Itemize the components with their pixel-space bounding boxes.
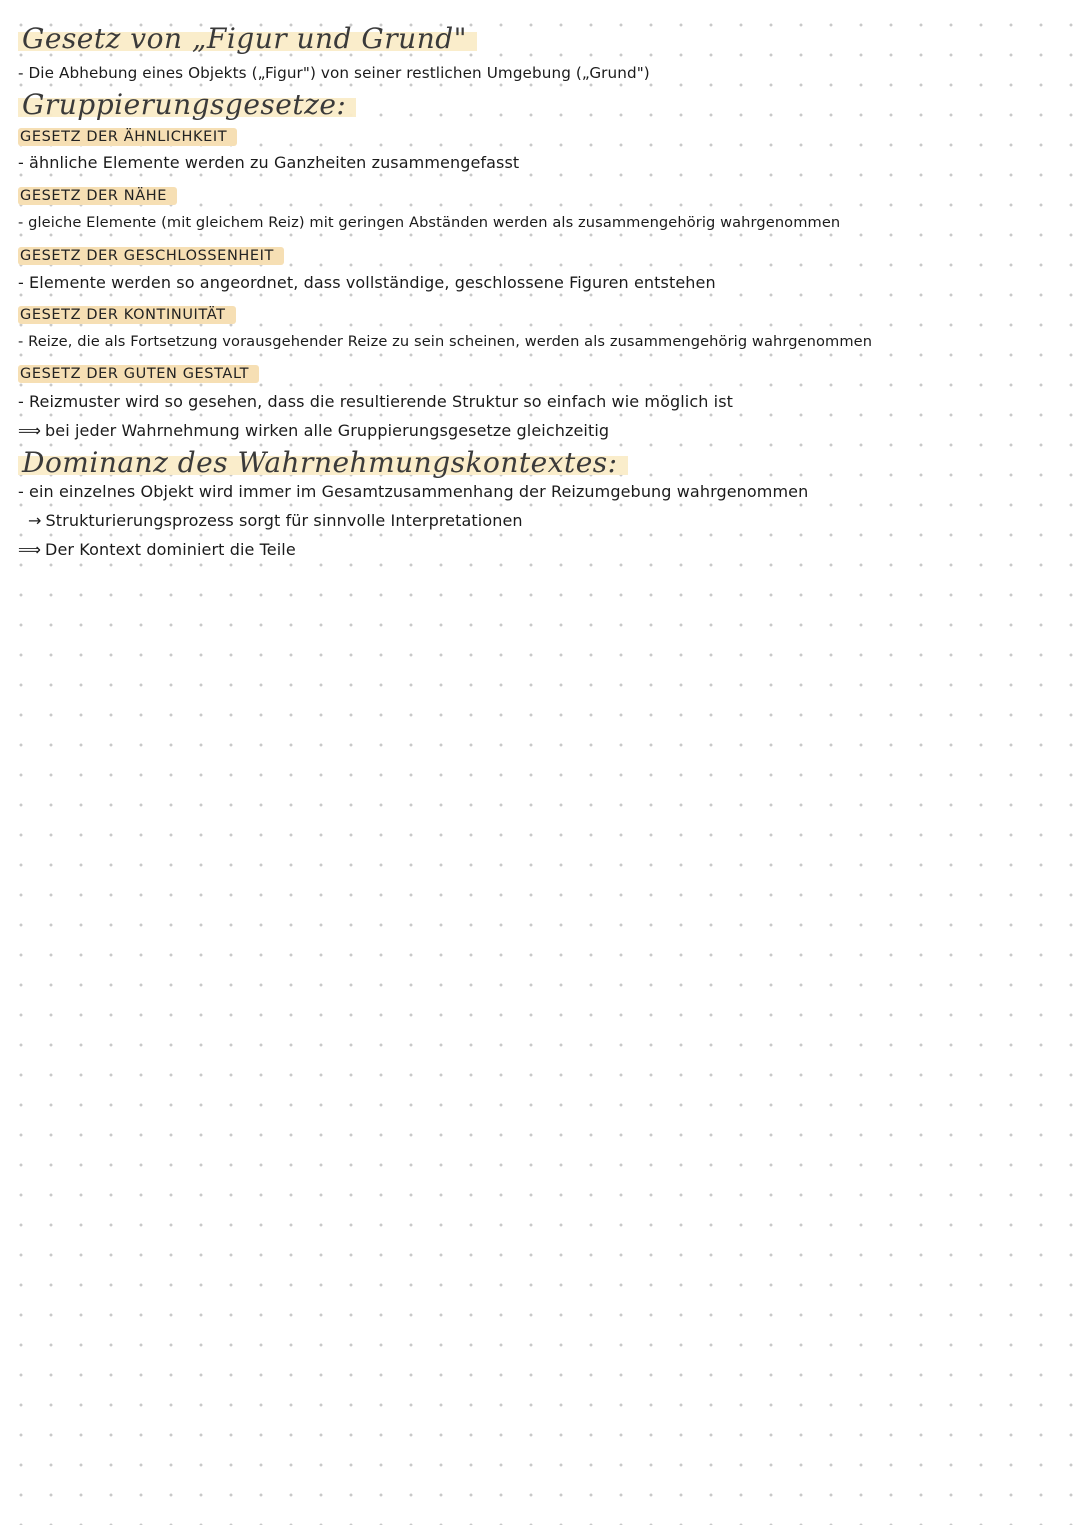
text-strukturierung: Strukturierungsprozess sorgt für sinnvolle Interpretationen — [45, 511, 523, 530]
subheading-gute-gestalt: GESETZ DER GUTEN GESTALT — [18, 365, 259, 383]
subheading-aehnlichkeit: GESETZ DER ÄHNLICHKEIT — [18, 128, 237, 146]
conclusion-gruppierung-row — [18, 421, 609, 440]
subheading-kontinuitaet: GESETZ DER KONTINUITÄT — [18, 306, 236, 324]
subheading-geschlossenheit-row — [18, 245, 284, 265]
heading-figur-grund: Gesetz von „Figur und Grund" — [18, 22, 477, 55]
text-dominanz: - ein einzelnes Objekt wird immer im Gesamtzusammenhang der Reizumgebung wahrgenommen — [18, 482, 809, 501]
text-naehe: - gleiche Elemente (mit gleichem Reiz) mit geringen Abständen werden als zusammengehörig wahrgenommen — [18, 214, 841, 231]
subheading-kontinuitaet-row — [18, 304, 236, 324]
arrow-strukturierung-row — [28, 511, 523, 530]
text-aehnlichkeit: - ähnliche Elemente werden zu Ganzheiten zusammengefasst — [18, 153, 520, 172]
heading-gruppierung-row — [18, 88, 356, 121]
heading-dominanz-row — [18, 446, 628, 479]
heading-dominanz: Dominanz des Wahrnehmungskontextes: — [18, 446, 628, 479]
conclusion-kontext-row — [18, 540, 296, 559]
conclusion-gruppierung: bei jeder Wahrnehmung wirken alle Gruppierungsgesetze gleichzeitig — [45, 421, 610, 440]
text-figur-grund: - Die Abhebung eines Objekts („Figur") von seiner restlichen Umgebung („Grund") — [18, 64, 650, 82]
arrow-right-icon: → — [28, 511, 42, 530]
text-kontinuitaet: - Reize, die als Fortsetzung vorausgehender Reize zu sein scheinen, werden als zusammengehörig wahrgenommen — [18, 333, 873, 350]
conclusion-kontext: Der Kontext dominiert die Teile — [45, 540, 296, 559]
subheading-aehnlichkeit-row — [18, 126, 237, 146]
double-arrow-icon: ⟹ — [18, 540, 42, 559]
subheading-gute-gestalt-row — [18, 363, 259, 383]
subheading-geschlossenheit: GESETZ DER GESCHLOSSENHEIT — [18, 247, 284, 265]
heading-gruppierungsgesetze: Gruppierungsgesetze: — [18, 88, 356, 121]
text-gute-gestalt: - Reizmuster wird so gesehen, dass die resultierende Struktur so einfach wie möglich ist — [18, 392, 734, 411]
subheading-naehe: GESETZ DER NÄHE — [18, 187, 177, 205]
text-geschlossenheit: - Elemente werden so angeordnet, dass vollständige, geschlossene Figuren entstehen — [18, 273, 716, 292]
double-arrow-icon: ⟹ — [18, 421, 42, 440]
heading-figur-grund-row — [18, 22, 477, 55]
subheading-naehe-row — [18, 185, 177, 205]
